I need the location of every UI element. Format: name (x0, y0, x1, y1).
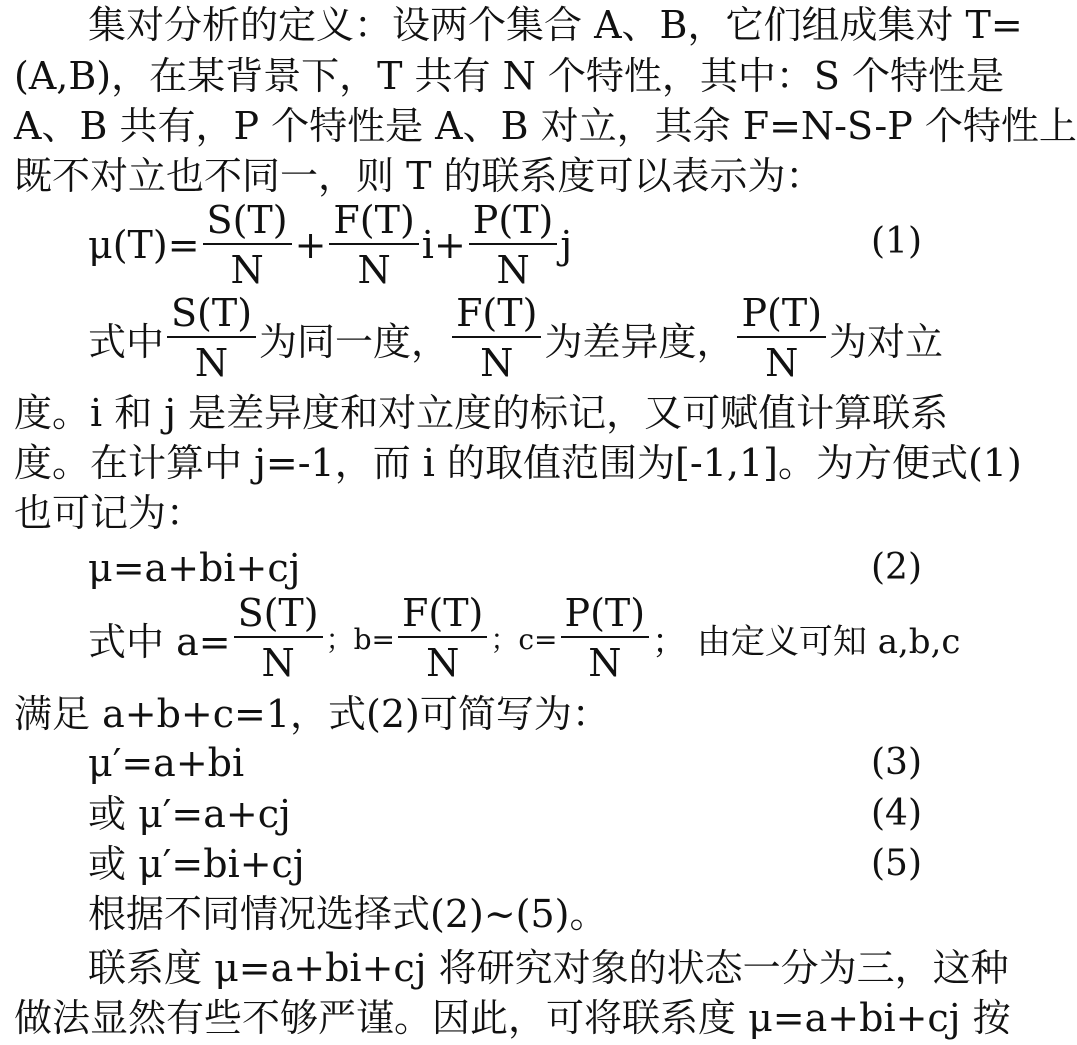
equation-text: μ=a+bi+cj (88, 546, 301, 590)
paragraph-line: 集对分析的定义：设两个集合 A、B，它们组成集对 T= (88, 3, 1023, 47)
equation-text: 或 μ′=bi+cj (88, 842, 305, 886)
fraction-numerator: S(T) (171, 291, 253, 335)
paragraph-line: (A,B)，在某背景下，T 共有 N 个特性，其中：S 个特性是 (14, 54, 1005, 98)
paragraph-line: 联系度 μ=a+bi+cj 将研究对象的状态一分为三，这种 (88, 946, 1009, 990)
equation-number: (1) (871, 221, 922, 262)
fraction-denominator: N (426, 641, 460, 685)
fraction-denominator: N (261, 641, 295, 685)
fraction (167, 291, 256, 385)
text-segment: 为差异度， (544, 319, 735, 364)
fraction-numerator: S(T) (206, 198, 288, 242)
text-segment: 为对立 (829, 319, 944, 364)
equation-number: (4) (871, 793, 922, 834)
eq1-lhs: μ(T)= (88, 223, 200, 267)
fraction-denominator: N (588, 641, 622, 685)
text-segment: 式中 a= (88, 619, 231, 664)
fraction (234, 591, 323, 685)
text-segment: ；b= (325, 623, 395, 656)
text-segment: ；c= (490, 623, 558, 656)
fraction-numerator: F(T) (456, 291, 538, 335)
equation-number: (3) (871, 742, 922, 783)
fraction-numerator: F(T) (333, 198, 415, 242)
fraction (561, 591, 650, 685)
fraction (452, 291, 541, 385)
fraction (203, 198, 292, 292)
equation-5 (88, 839, 926, 889)
equation-number: (5) (871, 843, 922, 884)
paragraph-line: 做法显然有些不够严谨。因此，可将联系度 μ=a+bi+cj 按 (14, 996, 1011, 1040)
equation-number: (2) (871, 547, 922, 588)
paragraph-line: 满足 a+b+c=1，式(2)可简写为： (14, 692, 610, 736)
paragraph-line: 也可记为： (14, 491, 205, 535)
equation-2 (88, 543, 926, 593)
definition-line (88, 590, 961, 686)
fraction (398, 591, 487, 685)
fraction-denominator: N (765, 341, 799, 385)
eq1-j: j (560, 223, 573, 267)
fraction-denominator: N (496, 248, 530, 292)
equation-text: 或 μ′=a+cj (88, 792, 291, 836)
fraction-numerator: P(T) (741, 291, 823, 335)
fraction-denominator: N (357, 248, 391, 292)
paragraph-line: 度。i 和 j 是差异度和对立度的标记，又可赋值计算联系 (14, 391, 949, 435)
equation-3 (88, 738, 926, 788)
paragraph-line: 根据不同情况选择式(2)~(5)。 (88, 892, 608, 936)
fraction-denominator: N (194, 341, 229, 385)
definition-line (88, 290, 944, 390)
text-segment: 式中 (88, 319, 165, 364)
paragraph-line: 度。在计算中 j=-1，而 i 的取值范围为[-1,1]。为方便式(1) (14, 441, 1022, 485)
plus-sign: + (294, 223, 327, 267)
fraction-numerator: P(T) (472, 198, 554, 242)
fraction (329, 198, 418, 292)
fraction-numerator: F(T) (402, 591, 484, 635)
text-segment: 为同一度， (259, 319, 450, 364)
fraction (737, 291, 826, 385)
paragraph-line: 既不对立也不同一，则 T 的联系度可以表示为： (14, 154, 824, 198)
eq1-i-plus: i+ (421, 223, 466, 267)
fraction (469, 198, 558, 292)
fraction-denominator: N (230, 248, 264, 292)
fraction-denominator: N (480, 341, 514, 385)
equation-4 (88, 789, 926, 839)
fraction-numerator: S(T) (237, 591, 319, 635)
fraction-numerator: P(T) (564, 591, 646, 635)
equation-text: μ′=a+bi (88, 741, 245, 785)
text-segment: ； 由定义可知 a,b,c (652, 621, 961, 662)
equation-1 (88, 197, 926, 293)
paragraph-line: A、B 共有，P 个特性是 A、B 对立，其余 F=N-S-P 个特性上 (14, 104, 1077, 148)
